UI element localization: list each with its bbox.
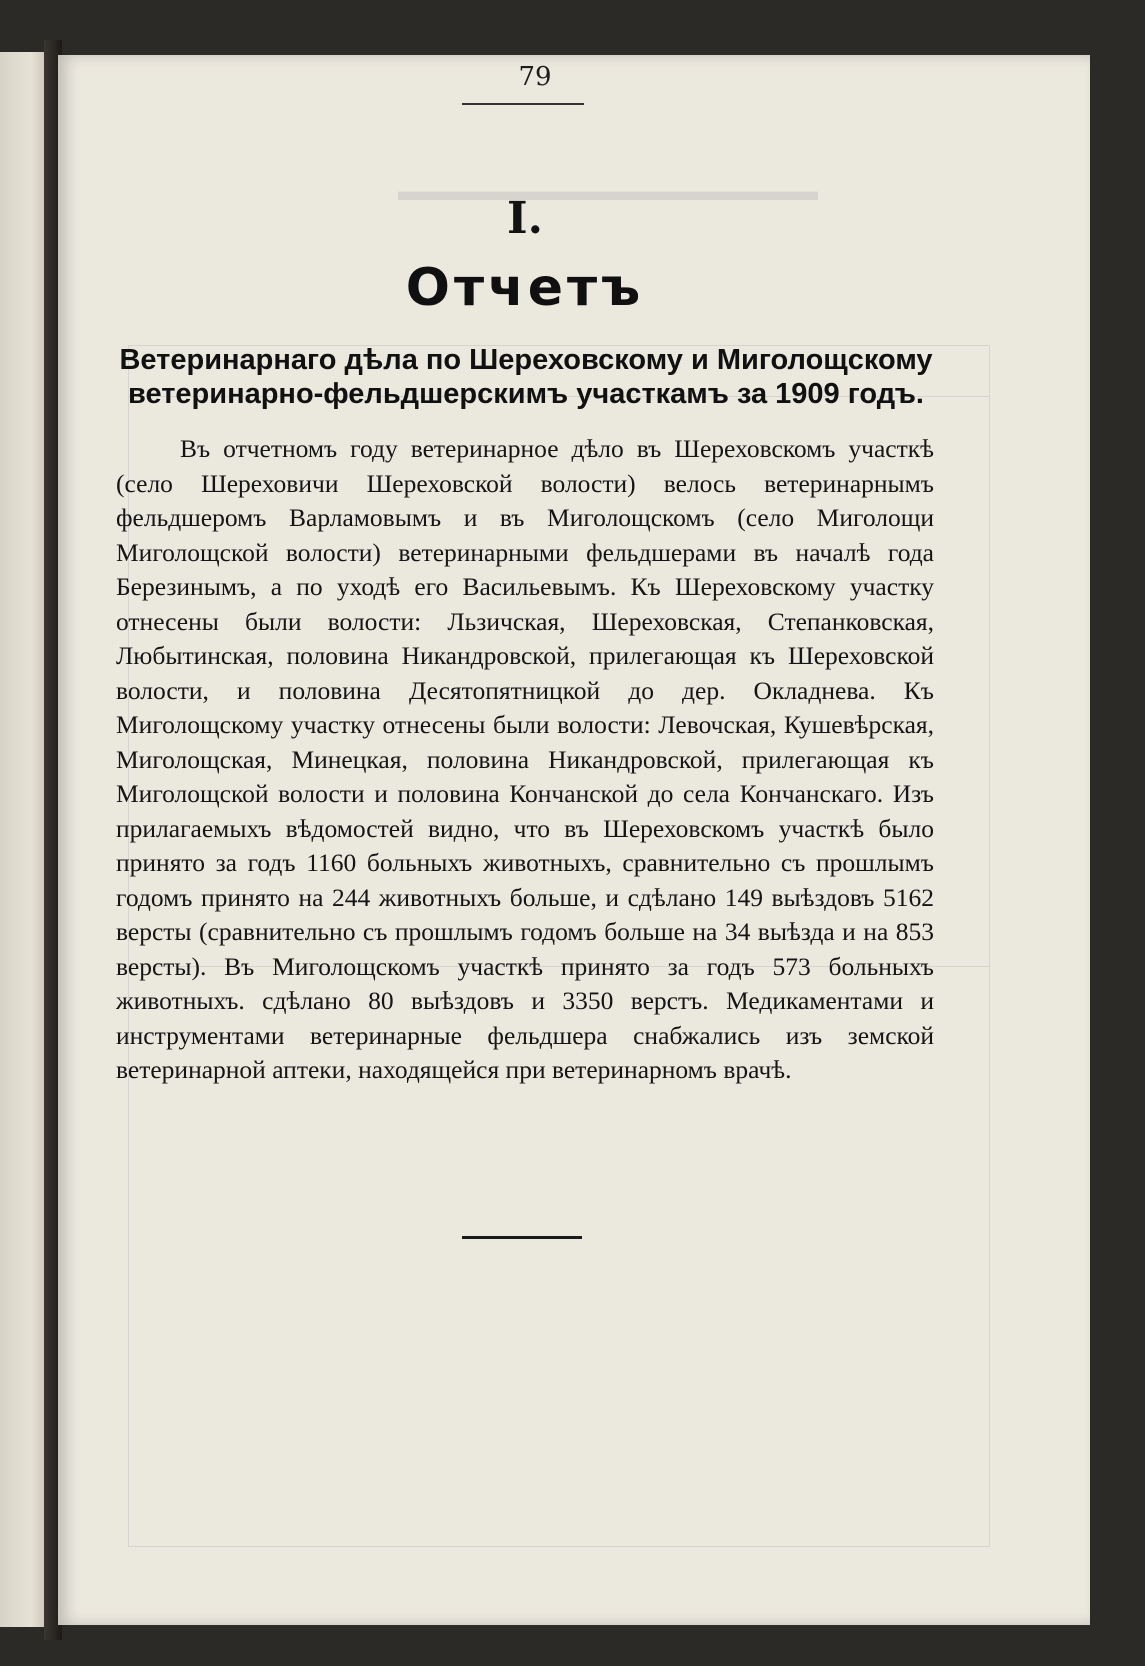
report-subheading: Ветеринарнаго дѣла по Шереховскому и Миголощскому ветеринарно-фельдшерскимъ участкамъ за 1909 годъ.	[119, 344, 933, 410]
section-numeral: I.	[507, 193, 543, 244]
end-rule	[462, 1236, 582, 1239]
previous-page-edge	[0, 52, 44, 1627]
bleed-through-heading: ▬▬▬▬▬▬▬▬▬▬▬▬▬▬▬	[398, 175, 818, 206]
report-body-text: Въ отчетномъ годy ветеринарное дѣло въ Шереховскомъ участкѣ (село Шереховичи Шереховской волости) велось ветеринарнымъ фельдшеромъ Варламовымъ и въ Миголощскомъ (село Миголощи Миголощской волости) ветеринарными фельдшерами въ началѣ года Березинымъ, а по уходѣ его Васильевымъ. Къ Шереховскому участку отнесены были волости: Льзичская, Шереховская, Степанковская, Любытинская, половина Никандровской, прилегающая къ Шереховской волости, и половина Десятопятницкой до дер. Окладнева. Къ Миголощскому участку отнесены были волости: Левочская, Кушевѣрская, Миголощская, Минецкая, половина Никандровской, прилегающая къ Миголощской волости и половина Кончанской до села Кончанскаго. Изъ прилагаемыхъ вѣдомостей видно, что въ Шереховскомъ участкѣ было принято за годъ 1160 больныхъ животныхъ, сравнительно съ прошлымъ годомъ принято на 244 животныхъ больше, и сдѣлано 149 выѣздовъ 5162 версты (сравнительно съ прошлымъ годомъ больше на 34 выѣзда и на 853 версты). Въ Миголощскомъ участкѣ принято за годъ 573 больныхъ животныхъ. сдѣлано 80 выѣздовъ и 3350 верстъ. Медикаментами и инструментами ветеринарные фельдшера снабжались изъ земской ветеринарной аптеки, находящейся при ветеринарномъ врачѣ.	[116, 434, 934, 1084]
page-number-rule	[462, 103, 584, 105]
page-number: 79	[518, 62, 552, 92]
report-heading: Отчетъ	[405, 258, 645, 318]
